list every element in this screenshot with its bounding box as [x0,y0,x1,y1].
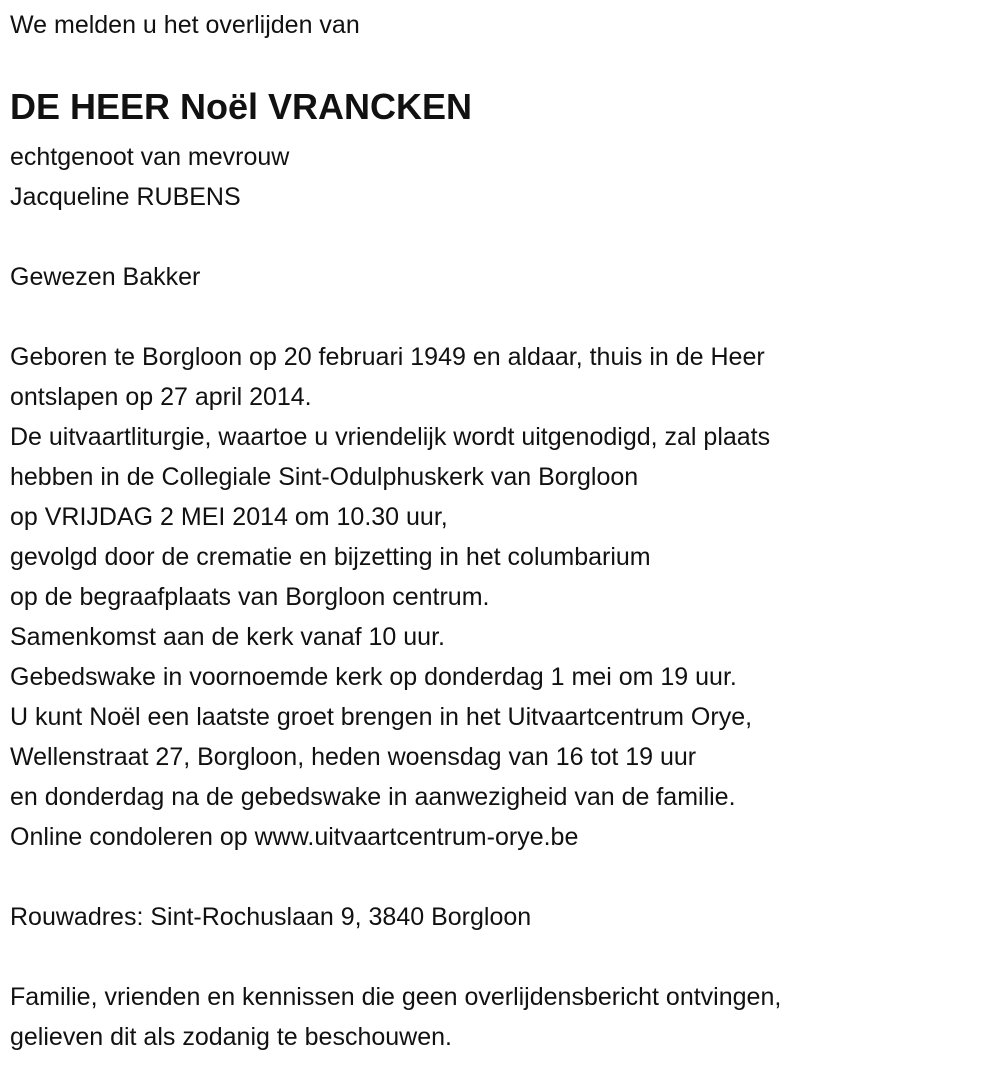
body-line: hebben in de Collegiale Sint-Odulphuskerk van Borgloon [10,463,639,491]
notice-body [10,337,781,857]
mourning-address: Rouwadres: Sint-Rochuslaan 9, 3840 Borgloon [10,903,532,931]
spouse-name: Jacqueline RUBENS [10,183,241,211]
body-line: op de begraafplaats van Borgloon centrum. [10,583,490,611]
spacer [10,937,781,977]
spacer [10,857,781,897]
body-line: Wellenstraat 27, Borgloon, heden woensdag van 16 tot 19 uur [10,743,697,771]
occupation: Gewezen Bakker [10,263,201,291]
body-line: ontslapen op 27 april 2014. [10,383,312,411]
body-line: U kunt Noël een laatste groet brengen in het Uitvaartcentrum Orye, [10,703,753,731]
death-notice [10,5,781,1057]
body-line: op VRIJDAG 2 MEI 2014 om 10.30 uur, [10,503,448,531]
closing-line: Familie, vrienden en kennissen die geen overlijdensbericht ontvingen, [10,983,782,1011]
closing-line: gelieven dit als zodanig te beschouwen. [10,1023,452,1051]
body-line: gevolgd door de crematie en bijzetting in het columbarium [10,543,651,571]
intro-text: We melden u het overlijden van [10,11,360,39]
spouse-line: echtgenoot van mevrouw [10,143,290,171]
body-line: Geboren te Borgloon op 20 februari 1949 en aldaar, thuis in de Heer [10,343,765,371]
body-line: Samenkomst aan de kerk vanaf 10 uur. [10,623,445,651]
body-line: en donderdag na de gebedswake in aanwezigheid van de familie. [10,783,736,811]
body-line: Gebedswake in voornoemde kerk op donderdag 1 mei om 19 uur. [10,663,737,691]
condolence-website: Online condoleren op www.uitvaartcentrum-orye.be [10,823,579,851]
deceased-name: DE HEER Noël VRANCKEN [10,86,473,127]
spacer [10,217,781,257]
body-line: De uitvaartliturgie, waartoe u vriendelijk wordt uitgenodigd, zal plaats [10,423,771,451]
spacer [10,297,781,337]
